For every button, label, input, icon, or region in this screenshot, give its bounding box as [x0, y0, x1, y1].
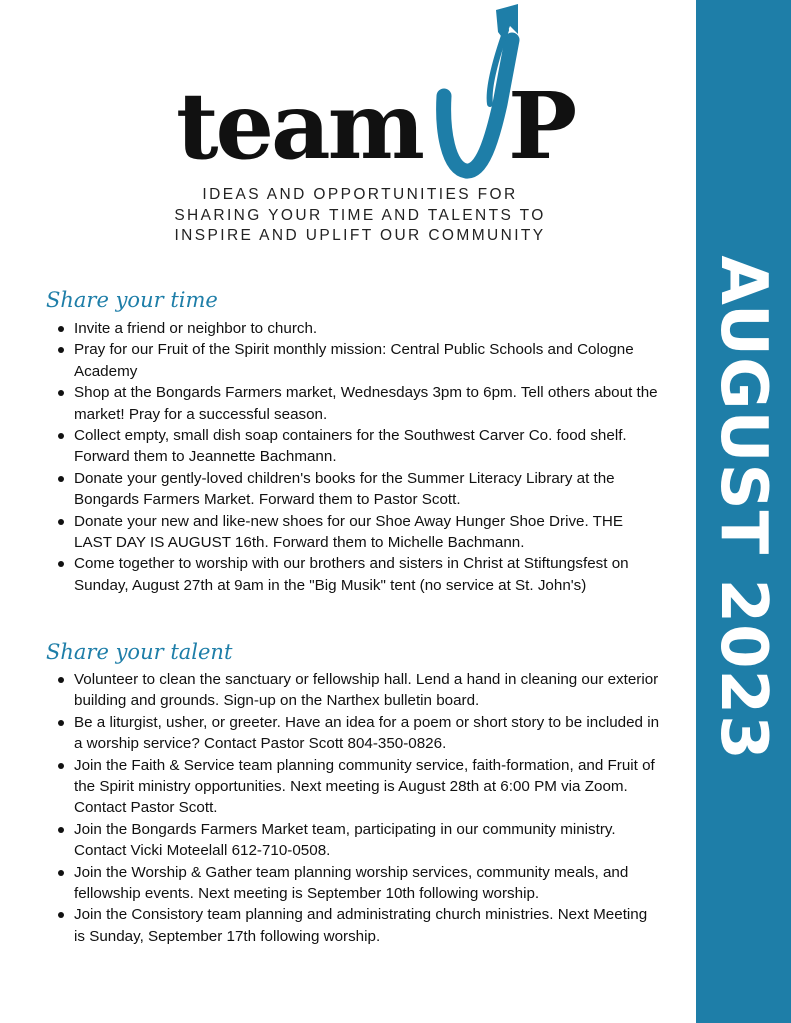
list-item: Be a liturgist, usher, or greeter. Have an idea for a poem or short story to be included in a worship service? Contact Pastor Scott 804-350-0826. [52, 712, 662, 755]
list-item: Join the Consistory team planning and administrating church ministries. Next Meeting is Sunday, September 17th following worship. [52, 904, 662, 947]
list-item: Invite a friend or neighbor to church. [52, 318, 662, 339]
list-item: Volunteer to clean the sanctuary or fellowship hall. Lend a hand in cleaning our exterior building and grounds. Sign-up on the Narthex bulletin board. [52, 669, 662, 712]
tagline-line: IDEAS AND OPPORTUNITIES FOR [202, 186, 518, 203]
month-title: AUGUST 2023 [706, 255, 780, 761]
tagline-line: SHARING YOUR TIME AND TALENTS TO [174, 206, 546, 224]
logo-letter-p: P [508, 72, 578, 180]
tagline-line: INSPIRE AND UPLIFT OUR COMMUNITY [174, 227, 546, 244]
list-item: Come together to worship with our brothers and sisters in Christ at Stiftungsfest on Sunday, August 27th at 9am in the "Big Musik" tent (no service at St. John's) [52, 553, 662, 596]
list-item: Join the Worship & Gather team planning worship services, community meals, and fellowship events. Next meeting is September 10th following worship. [52, 862, 662, 905]
list-item: Join the Bongards Farmers Market team, participating in our community ministry. Contact Vicki Moteelall 612-710-0508. [52, 819, 662, 862]
team-up-logo [170, 0, 590, 185]
list-item: Collect empty, small dish soap containers for the Southwest Carver Co. food shelf. Forward them to Jeannette Bachmann. [52, 425, 662, 468]
list-item: Join the Faith & Service team planning community service, faith-formation, and Fruit of the Spirit ministry opportunities. Next meeting is August 28th at 6:00 PM via Zoom. Contact Pastor Scott. [52, 755, 662, 819]
list-item: Pray for our Fruit of the Spirit monthly mission: Central Public Schools and Cologne Academy [52, 339, 662, 382]
tagline [150, 185, 570, 247]
share-time-list [52, 318, 662, 596]
list-item: Donate your gently-loved children's books for the Summer Literacy Library at the Bongards Farmers Market. Forward them to Pastor Scott. [52, 468, 662, 511]
list-item: Donate your new and like-new shoes for our Shoe Away Hunger Shoe Drive. THE LAST DAY IS AUGUST 16th. Forward them to Michelle Bachmann. [52, 511, 662, 554]
logo-word-team: team [176, 72, 422, 180]
share-time-heading: Share your time [46, 288, 218, 312]
share-talent-list [52, 669, 662, 947]
share-talent-heading: Share your talent [46, 640, 233, 664]
list-item: Shop at the Bongards Farmers market, Wednesdays 3pm to 6pm. Tell others about the market! Pray for a successful season. [52, 382, 662, 425]
